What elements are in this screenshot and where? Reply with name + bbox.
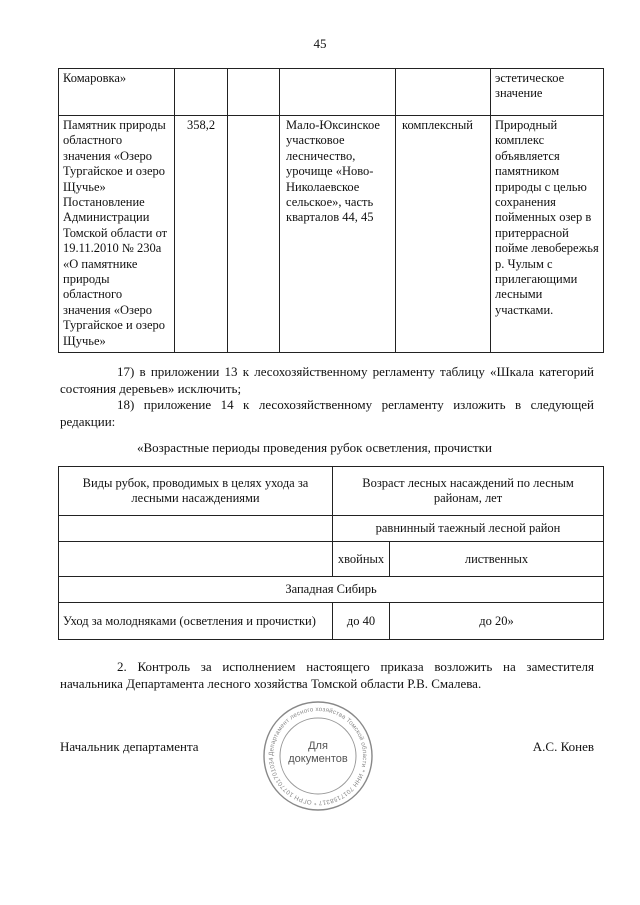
table-cell: Памятник природы областного значения «Озеро Тургайское и озеро Щучье» Постановление Администрации Томской области от 19.11.2010 № 230а «О памятнике природы областного значения «Озеро Тургайское и озеро Щучье» [59, 116, 175, 353]
table-cell: комплексный [396, 116, 491, 353]
stamp-ring-text: Департамент лесного хозяйства Томской области * ИНН 7017158317 * ОГРН 107701701034 [267, 705, 369, 807]
page-number: 45 [313, 36, 327, 51]
table-cell: Мало-Юксинское участковое лесничество, урочище «Ново-Николаевское сельское», часть кварталов 44, 45 [280, 116, 396, 353]
paragraph-17: 17) в приложении 13 к лесохозяйственному регламенту таблицу «Шкала категорий состояния деревьев» исключить; [60, 364, 594, 396]
table-row [59, 542, 604, 577]
table-row [59, 603, 604, 640]
protected-areas-table [58, 68, 604, 353]
table-cell [228, 69, 280, 116]
signature-name: А.С. Конев [532, 739, 594, 754]
paragraph-2: 2. Контроль за исполнением настоящего приказа возложить на заместителя начальника Департамента лесного хозяйства Томской области Р.В. Смалева. [60, 659, 594, 691]
table-cell: 358,2 [175, 116, 228, 353]
table-cell: до 20» [390, 603, 604, 640]
table-cell: лиственных [390, 542, 604, 577]
stamp-label [262, 740, 374, 766]
table-header-cell: Возраст лесных насаждений по лесным районам, лет [333, 467, 604, 516]
thinning-periods-table [58, 466, 604, 640]
table-cell: хвойных [333, 542, 390, 577]
table-row [59, 577, 604, 603]
table-header-cell: Виды рубок, проводимых в целях ухода за лесными насаждениями [59, 467, 333, 516]
table-cell: Западная Сибирь [59, 577, 604, 603]
stamp-line-2: документов [288, 753, 348, 765]
paragraph-18: 18) приложение 14 к лесохозяйственному регламенту изложить в следующей редакции: [60, 397, 594, 429]
table-cell: Уход за молодняками (осветления и прочистки) [59, 603, 333, 640]
table-row [59, 516, 604, 542]
table-row [59, 69, 604, 116]
table-row [59, 467, 604, 516]
table-cell [175, 69, 228, 116]
table-cell: до 40 [333, 603, 390, 640]
table-cell [280, 69, 396, 116]
table-cell [396, 69, 491, 116]
table-cell: Комаровка» [59, 69, 175, 116]
table-cell [59, 542, 333, 577]
table-cell: равнинный таежный лесной район [333, 516, 604, 542]
table-cell [228, 116, 280, 353]
table-row [59, 116, 604, 353]
table-cell: эстетическое значение [491, 69, 604, 116]
signature-position: Начальник департамента [60, 739, 199, 754]
stamp-line-1: Для [308, 740, 328, 752]
table-cell: Природный комплекс объявляется памятником природы с целью сохранения пойменных озер в притеррасной пойме левобережья р. Чулым с прилегающими лесными участками. [491, 116, 604, 353]
table-cell [59, 516, 333, 542]
table-title: «Возрастные периоды проведения рубок осветления, прочистки [137, 440, 492, 455]
